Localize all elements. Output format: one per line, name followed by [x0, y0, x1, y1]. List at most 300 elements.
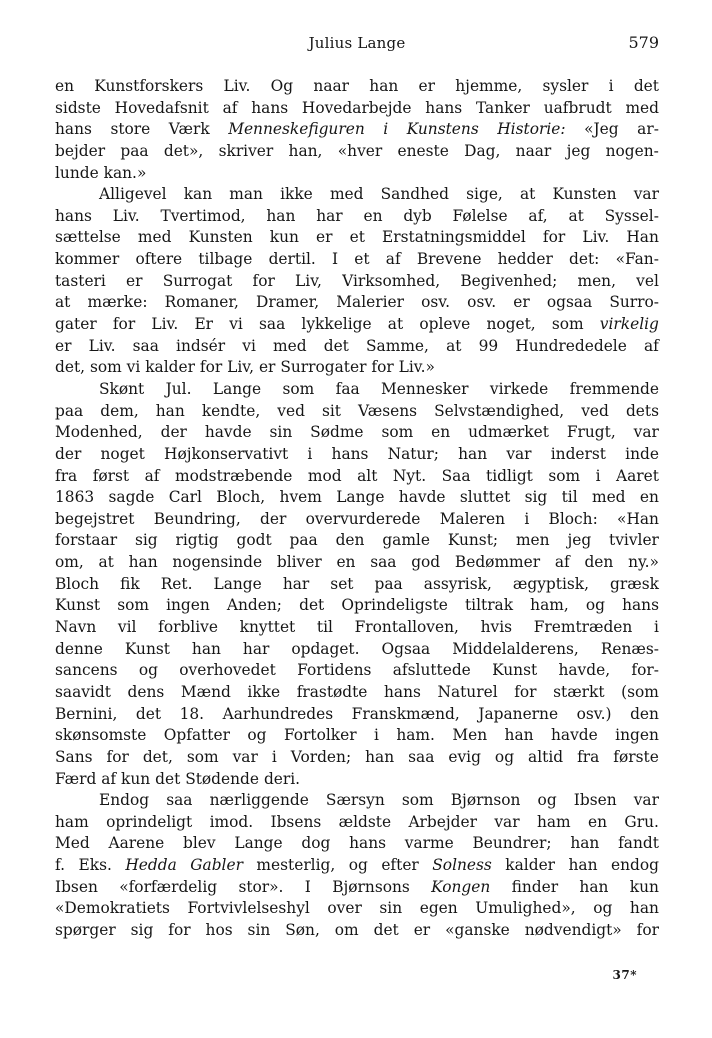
- word: det»,: [163, 141, 204, 160]
- word: inde: [625, 444, 659, 463]
- word: som: [282, 379, 315, 398]
- word: ham,: [530, 596, 569, 615]
- word: en: [363, 206, 383, 225]
- text-line: [55, 833, 659, 855]
- word: Hundrededele: [515, 336, 627, 355]
- word: evig: [448, 747, 481, 766]
- printer-signature-mark: 37*: [612, 968, 637, 982]
- word: i: [608, 77, 614, 95]
- word: Tanker: [475, 98, 530, 117]
- text-line: [55, 336, 659, 358]
- word: jeg: [567, 531, 592, 550]
- word: hans: [425, 98, 463, 117]
- word: I: [332, 250, 339, 269]
- word: var: [633, 423, 659, 442]
- word: første: [613, 747, 659, 766]
- word: for-: [631, 661, 659, 680]
- word: var: [633, 185, 659, 204]
- word: det:: [569, 250, 600, 269]
- word: overvurderede: [305, 509, 421, 528]
- word: tasteri: [55, 271, 106, 290]
- word: Aaret: [616, 466, 659, 485]
- word: Frugt,: [566, 423, 616, 442]
- word: naar: [515, 141, 552, 160]
- word: Brevene: [416, 250, 482, 269]
- word: altid: [528, 747, 564, 766]
- word: noget: [100, 444, 145, 463]
- word: Bedømmer: [454, 553, 541, 572]
- word: Færd: [55, 769, 97, 788]
- word: «forfærdelig: [119, 877, 218, 896]
- word: Liv.: [112, 206, 140, 225]
- word: Hovedarbejde: [301, 98, 412, 117]
- word: for: [636, 920, 659, 939]
- word: blev: [183, 834, 216, 853]
- word: havde: [550, 726, 598, 745]
- word: Ibsen: [55, 877, 98, 896]
- word: uafbrudt: [543, 98, 612, 117]
- word: oftere: [135, 250, 183, 269]
- word: et: [354, 250, 370, 269]
- word: sige,: [466, 185, 503, 204]
- word: begejstret: [55, 509, 135, 528]
- text-line: [55, 660, 659, 682]
- word: mærke:: [87, 293, 148, 312]
- word: en: [55, 77, 75, 95]
- word: Kunstforskers: [94, 77, 204, 95]
- word: Hovedafsnit: [114, 98, 209, 117]
- word: stærkt: [553, 682, 605, 701]
- word: Natur;: [387, 444, 439, 463]
- word: rigtig: [175, 531, 219, 550]
- word: og: [348, 856, 368, 875]
- word: Lange: [212, 379, 262, 398]
- word: lykkelige: [301, 315, 372, 334]
- word: af: [222, 98, 238, 117]
- word: for: [542, 228, 566, 247]
- word: er: [413, 920, 431, 939]
- word: ingen: [615, 726, 659, 745]
- word: dens: [127, 682, 165, 701]
- word: vil: [117, 618, 137, 637]
- word: «Jeg: [584, 120, 619, 139]
- word: ikke: [247, 682, 281, 701]
- word: en: [336, 553, 356, 572]
- word: «Han: [617, 509, 659, 528]
- word: naar: [313, 77, 350, 95]
- text-line: [55, 920, 659, 942]
- word: det: [633, 77, 659, 95]
- word: saa: [370, 553, 397, 572]
- word: Liv,: [227, 358, 255, 377]
- text-line: [55, 769, 659, 791]
- word: Alligevel: [99, 185, 167, 204]
- word: han: [629, 899, 659, 918]
- word: tiltrak: [464, 596, 514, 615]
- word: ham: [55, 812, 89, 831]
- word: Modenhed,: [55, 423, 143, 442]
- word: om: [334, 920, 359, 939]
- word: Ibsens: [270, 812, 322, 831]
- word: Endog: [99, 791, 150, 810]
- word: Med: [55, 834, 90, 853]
- word: paa: [374, 574, 403, 593]
- word: men: [515, 531, 550, 550]
- word: Navn: [55, 618, 97, 637]
- word: fra: [577, 747, 600, 766]
- word: store: [110, 120, 151, 139]
- text-line: [55, 422, 659, 444]
- italic-word: Gabler: [190, 856, 243, 875]
- word: Ibsen: [573, 791, 617, 810]
- word: har: [282, 574, 310, 593]
- word: Liv.: [88, 336, 116, 355]
- word: Beundrer;: [472, 834, 552, 853]
- word: saavidt: [55, 682, 111, 701]
- word: ar-: [637, 120, 659, 139]
- word: noget,: [486, 315, 536, 334]
- word: Er: [194, 315, 214, 334]
- word: ægyptisk,: [512, 574, 589, 593]
- word: opleve: [419, 315, 471, 334]
- word: nærliggende: [209, 791, 309, 810]
- word: som: [548, 466, 581, 485]
- word: Surro-: [609, 293, 659, 312]
- word: han: [369, 77, 399, 95]
- word: den: [335, 531, 365, 550]
- word: Fortidens: [297, 661, 372, 680]
- word: sluttet: [459, 488, 511, 507]
- text-line: [55, 530, 659, 552]
- word: over: [327, 899, 362, 918]
- word: jeg: [566, 141, 591, 160]
- word: han: [579, 877, 609, 896]
- word: 1863: [55, 488, 95, 507]
- word: eneste: [397, 141, 449, 160]
- word: fik: [120, 574, 140, 593]
- text-line: [55, 617, 659, 639]
- word: han: [568, 856, 598, 875]
- word: indsér: [176, 336, 226, 355]
- word: Dramer,: [256, 293, 320, 312]
- word: hans: [55, 206, 92, 225]
- word: Bernini,: [55, 704, 118, 723]
- text-line: [55, 855, 659, 877]
- word: med: [625, 98, 659, 117]
- word: skønsomste: [55, 726, 147, 745]
- text-line: [55, 595, 659, 617]
- word: Opfatter: [163, 726, 230, 745]
- word: har: [316, 206, 343, 225]
- word: ogsaa: [546, 293, 593, 312]
- word: endog: [611, 856, 659, 875]
- text-line: [55, 379, 659, 401]
- word: om,: [55, 553, 84, 572]
- word: Surrogat: [162, 271, 233, 290]
- word: først: [92, 466, 130, 485]
- text-line: [55, 509, 659, 531]
- word: Aarhundredes: [222, 704, 334, 723]
- word: Umulighed»,: [475, 899, 576, 918]
- word: han: [570, 834, 600, 853]
- word: der: [55, 444, 82, 463]
- word: vi: [229, 315, 243, 334]
- italic-word: Hedda: [125, 856, 177, 875]
- word: et: [349, 228, 365, 247]
- text-line: [55, 141, 659, 163]
- word: den: [584, 553, 614, 572]
- word: virkede: [489, 379, 549, 398]
- word: var: [633, 791, 659, 810]
- word: en: [588, 812, 608, 831]
- word: vel: [636, 271, 659, 290]
- word: Maleren: [439, 509, 506, 528]
- word: og: [247, 726, 267, 745]
- word: Særsyn: [325, 791, 385, 810]
- word: og: [585, 596, 605, 615]
- word: Liv.»: [398, 358, 435, 377]
- word: det,: [142, 747, 173, 766]
- word: Sødme: [310, 423, 364, 442]
- word: dyb: [403, 206, 432, 225]
- word: ved: [277, 401, 305, 420]
- word: forblive: [158, 618, 218, 637]
- word: Beundring,: [153, 509, 241, 528]
- word: Oprindeligste: [341, 596, 448, 615]
- text-line: [55, 227, 659, 249]
- word: Liv,: [295, 271, 322, 290]
- word: er: [513, 293, 530, 312]
- word: «ganske: [445, 920, 510, 939]
- word: som: [551, 315, 584, 334]
- word: Bjørnson: [450, 791, 521, 810]
- word: tvivler: [609, 531, 659, 550]
- word: f.: [55, 856, 66, 875]
- word: for: [168, 920, 191, 939]
- word: Værk: [168, 120, 210, 139]
- word: saa: [132, 336, 159, 355]
- word: inderst: [550, 444, 606, 463]
- word: det: [323, 336, 349, 355]
- italic-word: Kunstens: [406, 120, 479, 139]
- word: tilbage: [198, 250, 253, 269]
- word: hvis: [480, 618, 513, 637]
- text-line: [55, 271, 659, 293]
- word: ved: [581, 401, 609, 420]
- word: det: [299, 596, 325, 615]
- word: Frontalloven,: [354, 618, 459, 637]
- word: sin: [247, 920, 271, 939]
- word: i: [373, 726, 379, 745]
- word: at: [568, 206, 584, 225]
- word: og: [593, 899, 613, 918]
- word: saa: [166, 791, 193, 810]
- word: dog: [301, 834, 331, 853]
- word: knyttet: [239, 618, 296, 637]
- word: af: [643, 336, 659, 355]
- word: hans: [55, 120, 92, 139]
- word: ingen: [166, 596, 210, 615]
- word: hans: [251, 98, 289, 117]
- word: at: [446, 336, 462, 355]
- word: græsk: [610, 574, 659, 593]
- word: hans: [331, 444, 369, 463]
- word: modstræbende: [174, 466, 293, 485]
- word: ny.»: [628, 553, 659, 572]
- word: afsluttede: [392, 661, 471, 680]
- text-line: [55, 877, 659, 899]
- word: hans: [349, 834, 387, 853]
- word: Og: [270, 77, 294, 95]
- word: af: [385, 250, 401, 269]
- word: mod: [307, 466, 342, 485]
- word: med: [137, 228, 172, 247]
- word: Han: [626, 228, 659, 247]
- word: Mænd: [180, 682, 231, 701]
- word: «hver: [337, 141, 383, 160]
- word: (som: [621, 682, 659, 701]
- book-page: [55, 30, 659, 942]
- word: efter: [381, 856, 419, 875]
- word: sit: [321, 401, 341, 420]
- word: dertil.: [268, 250, 316, 269]
- word: finder: [511, 877, 559, 896]
- word: bejder: [55, 141, 106, 160]
- word: Nyt.: [392, 466, 427, 485]
- word: Eks.: [78, 856, 112, 875]
- word: havde,: [558, 661, 611, 680]
- word: «Demokratiets: [55, 899, 170, 918]
- word: som: [401, 791, 434, 810]
- word: Virksomhed,: [342, 271, 441, 290]
- word: denne: [55, 639, 103, 658]
- word: at: [387, 315, 404, 334]
- word: fandt: [618, 834, 659, 853]
- word: for: [112, 315, 136, 334]
- word: Lange: [234, 834, 283, 853]
- text-line: [55, 444, 659, 466]
- word: den: [630, 704, 659, 723]
- word: Vorden;: [290, 747, 352, 766]
- word: set: [330, 574, 354, 593]
- text-line: [55, 163, 659, 185]
- word: af: [144, 466, 160, 485]
- word: der: [260, 509, 287, 528]
- word: Surrogater: [280, 358, 367, 377]
- word: i: [595, 466, 601, 485]
- word: for: [199, 358, 223, 377]
- word: Fortolker: [283, 726, 357, 745]
- word: Men: [452, 726, 488, 745]
- italic-word: Solness: [432, 856, 492, 875]
- word: men,: [577, 271, 616, 290]
- word: Anden;: [226, 596, 282, 615]
- word: Lange: [336, 488, 385, 507]
- word: 99: [478, 336, 499, 355]
- word: er: [316, 228, 333, 247]
- word: Liv.: [582, 228, 610, 247]
- word: Kunst: [55, 596, 101, 615]
- text-line: [55, 292, 659, 314]
- word: hvem: [279, 488, 322, 507]
- word: Ret.: [160, 574, 193, 593]
- word: dets: [625, 401, 659, 420]
- text-line: [55, 206, 659, 228]
- word: Liv.: [223, 77, 251, 95]
- word: vi: [126, 358, 141, 377]
- word: var: [232, 747, 258, 766]
- word: var: [506, 444, 532, 463]
- word: bliver: [276, 553, 322, 572]
- word: han: [155, 401, 185, 420]
- word: Stødende: [185, 769, 260, 788]
- text-line: [55, 466, 659, 488]
- running-title: Julius Lange: [308, 34, 406, 52]
- word: ældste: [338, 812, 392, 831]
- word: Carl: [168, 488, 202, 507]
- word: er: [55, 336, 72, 355]
- word: som: [186, 747, 219, 766]
- word: Bloch:: [548, 509, 598, 528]
- word: i: [524, 509, 530, 528]
- text-line: [55, 401, 659, 423]
- word: opdaget.: [291, 639, 360, 658]
- word: i: [307, 444, 313, 463]
- text-line: [55, 574, 659, 596]
- word: Kunst;: [447, 531, 499, 550]
- word: paa: [55, 401, 84, 420]
- text-line: [55, 249, 659, 271]
- word: i: [271, 747, 277, 766]
- word: kan.»: [103, 163, 147, 182]
- word: skriver: [218, 141, 274, 160]
- word: det: [373, 920, 399, 939]
- word: havde: [204, 423, 252, 442]
- word: at: [55, 293, 71, 312]
- word: overhovedet: [179, 661, 276, 680]
- word: sig: [134, 531, 158, 550]
- word: dem,: [100, 401, 139, 420]
- word: Japanerne: [478, 704, 559, 723]
- word: deri.: [263, 769, 301, 788]
- word: Tvertimod,: [160, 206, 246, 225]
- word: hans: [384, 682, 421, 701]
- word: som: [89, 358, 122, 377]
- text-line: [55, 639, 659, 661]
- word: er: [126, 271, 143, 290]
- text-line: [55, 790, 659, 812]
- word: at: [98, 553, 114, 572]
- word: Aarene: [108, 834, 165, 853]
- word: nogensinde: [172, 553, 263, 572]
- word: Følelse: [452, 206, 508, 225]
- text-line: [55, 747, 659, 769]
- text-line: [55, 98, 659, 120]
- word: stor».: [238, 877, 284, 896]
- word: han,: [288, 141, 323, 160]
- word: Dag,: [464, 141, 501, 160]
- word: Lange: [213, 574, 262, 593]
- word: Sandhed: [380, 185, 449, 204]
- text-line: [55, 682, 659, 704]
- word: Naturel: [437, 682, 498, 701]
- word: kun: [629, 877, 659, 896]
- word: Ogsaa: [381, 639, 431, 658]
- word: gamle: [382, 531, 430, 550]
- word: kun: [121, 769, 151, 788]
- word: havde: [398, 488, 446, 507]
- word: Renæs-: [600, 639, 659, 658]
